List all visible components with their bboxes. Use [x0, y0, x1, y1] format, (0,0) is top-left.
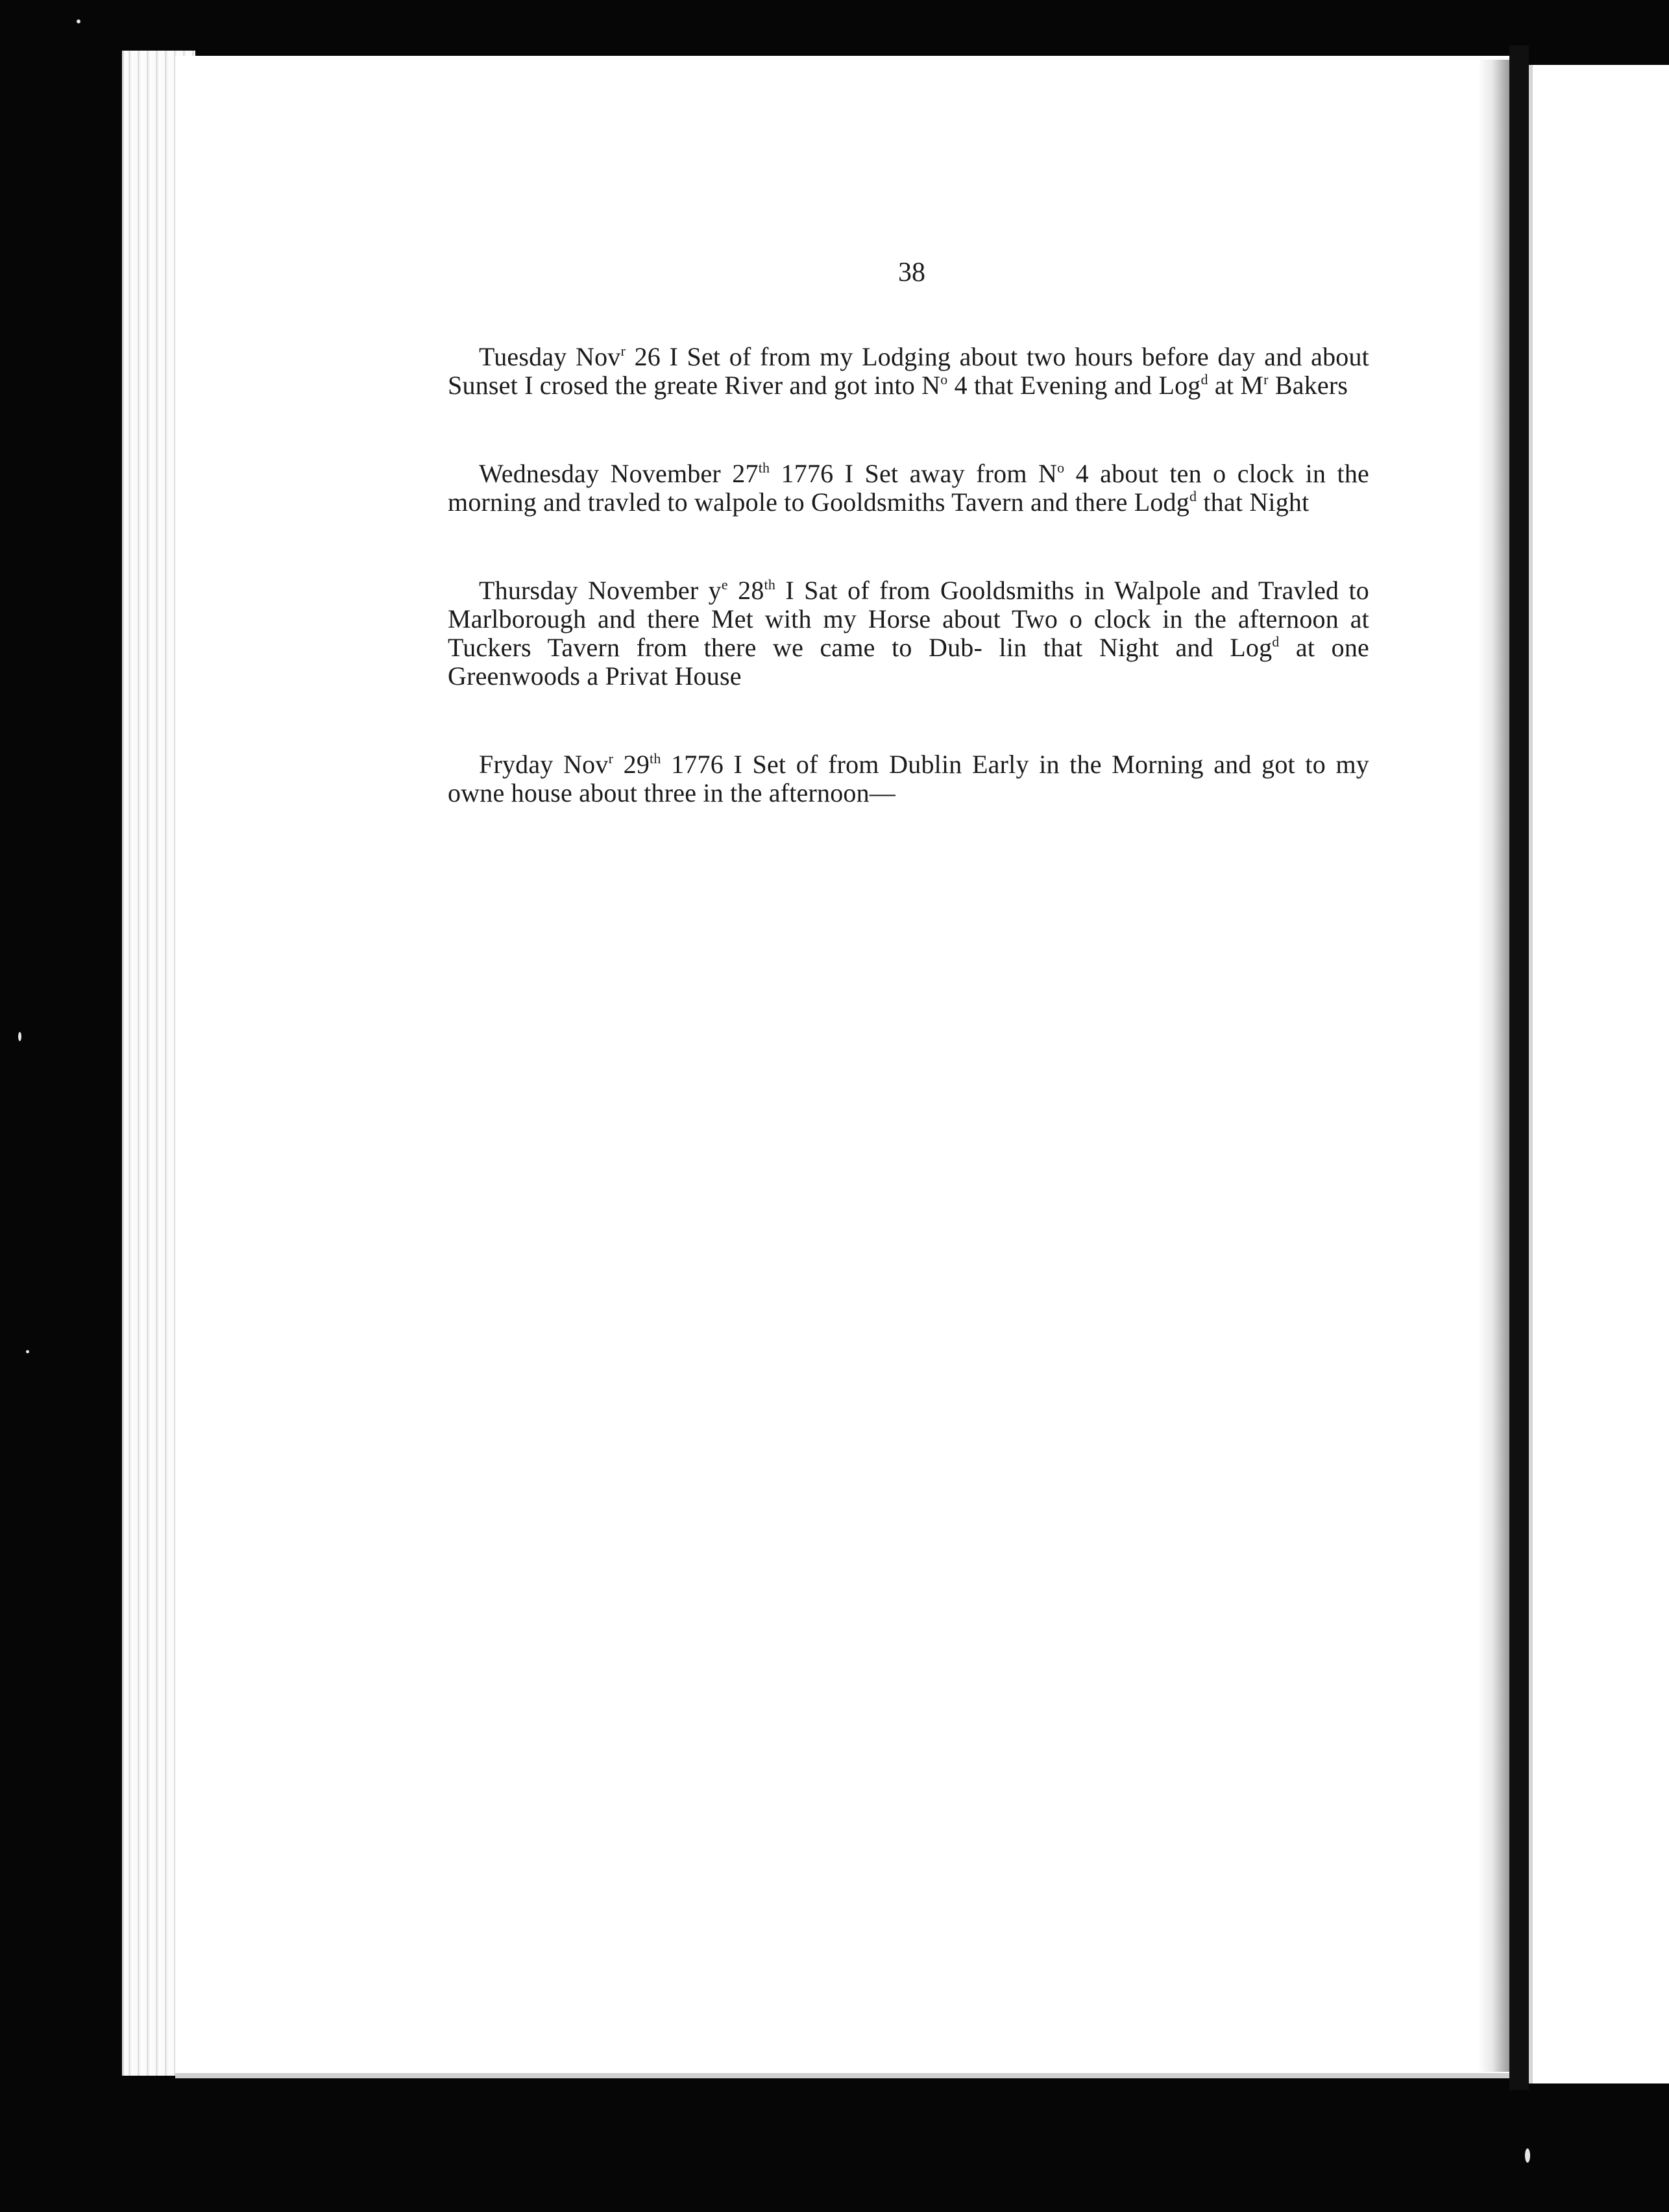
adjacent-page-edge	[1529, 65, 1669, 2083]
scan-speck	[26, 1350, 29, 1353]
superscript-abbrev: r	[608, 750, 614, 767]
journal-entry: Thursday November $y^e$ 28th I Sat of from Gooldsmiths in Walpole and Travled to Marlborough and there Met with my Horse about Two o clock in the afternoon at Tuckers Tavern from there we came to Dub- lin that Night and Log$^d$ at one Greenwoods a Privat House	[448, 576, 1370, 691]
journal-entries	[448, 343, 1369, 807]
superscript-abbrev: d	[1200, 371, 1208, 387]
superscript-abbrev: th	[758, 460, 770, 476]
superscript-abbrev: r	[1263, 371, 1269, 387]
scan-speck	[18, 1032, 21, 1041]
page-gutter-shadow	[1478, 60, 1509, 2072]
journal-entry: Fryday Nov$^r$ 29th 1776 I Set of from Dublin Early in the Morning and got to my owne house about three in the afternoon—	[448, 750, 1369, 807]
scan-speck	[77, 19, 80, 23]
page-text-block	[448, 258, 1369, 867]
superscript-abbrev: o	[1057, 460, 1065, 476]
scan-speck	[1525, 2148, 1530, 2163]
page-number: 38	[898, 258, 925, 288]
superscript-abbrev: th	[650, 750, 661, 767]
superscript-abbrev: d	[1272, 633, 1280, 650]
superscript-abbrev: e	[721, 576, 728, 593]
superscript-abbrev: o	[940, 371, 948, 387]
superscript-abbrev: th	[764, 576, 776, 593]
superscript-abbrev: r	[620, 343, 626, 359]
superscript-abbrev: d	[1189, 488, 1197, 504]
journal-entry: Wednesday November 27th 1776 I Set away from $N^o$ 4 about ten o clock in the morning and travled to walpole to Gooldsmiths Tavern and there Lodg$^d$ that Night	[448, 459, 1369, 517]
book-binding	[1509, 45, 1529, 2090]
journal-entry: Tuesday Nov$^r$ 26 I Set of from my Lodging about two hours before day and about Sunset I crosed the greate River and got into $N^o$ 4 that Evening and Log$^d$ at $M^r$ Bakers	[448, 342, 1369, 400]
